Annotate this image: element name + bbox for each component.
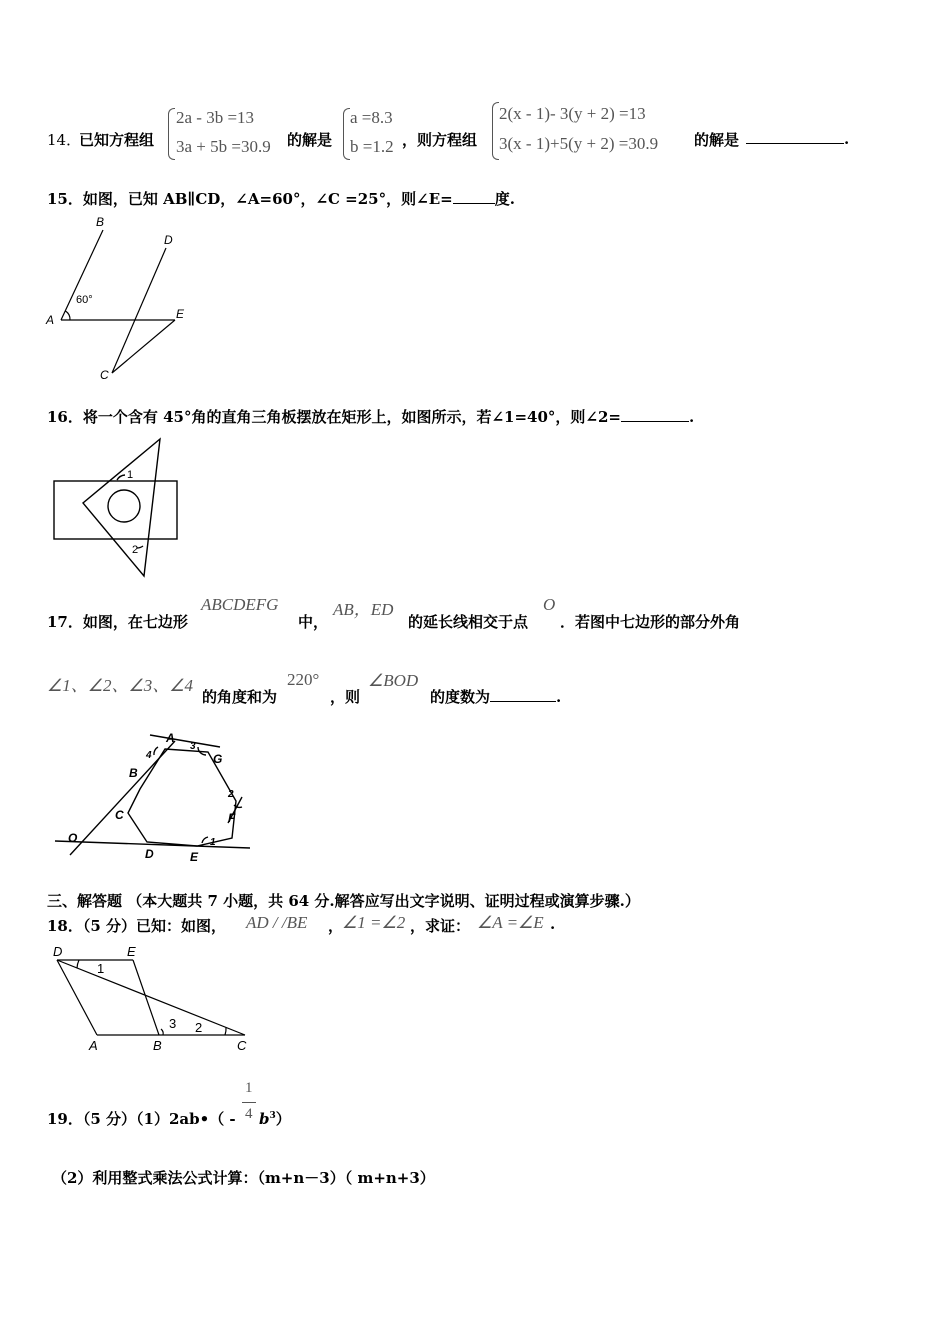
q19-fraction-numerator: 1 — [245, 1080, 253, 1096]
q16-triangle — [83, 439, 160, 576]
q14-number: 14． — [47, 131, 82, 149]
q17-polygon-name: ABCDEFG — [201, 595, 279, 614]
q19-b: b — [259, 1110, 270, 1128]
q14-system1-eq2: 3a + 5b =30.9 — [176, 137, 271, 156]
q19-fraction-bar — [242, 1102, 256, 1103]
q17-label-g: G — [213, 752, 223, 766]
q18-angle1-arc — [77, 960, 79, 968]
q19-exponent: 3 — [269, 1111, 276, 1121]
q14-brace-1 — [168, 108, 175, 160]
q14-mid: 的解是 — [287, 131, 333, 149]
q15-label-e: E — [176, 307, 185, 321]
q15-angle-label: 60° — [76, 294, 93, 306]
q16-label-2: 2 — [132, 544, 139, 556]
q14-brace-3 — [492, 102, 499, 160]
q18-figure — [45, 940, 260, 1060]
q15-answer-blank — [453, 189, 495, 204]
q14-post: 的解是 — [694, 131, 740, 149]
q17-label-3: 3 — [190, 741, 196, 752]
q17-number — [47, 611, 188, 632]
q18-c: ，求证： — [410, 917, 471, 935]
q18-line-dc — [57, 960, 245, 1035]
q18-end: . — [550, 915, 556, 933]
q17-num: 17． — [47, 613, 83, 631]
q18-label-e: E — [127, 944, 136, 959]
q19-c: ） — [275, 1110, 291, 1128]
q17-point-o: O — [543, 595, 556, 614]
q17-degree-sum: 220° — [287, 670, 320, 689]
q17-label-4: 4 — [146, 750, 152, 761]
q19-fraction-denominator: 4 — [245, 1106, 253, 1122]
q14-solution-a: a =8.3 — [350, 108, 393, 127]
q15-question: 15．如图，已知 AB∥CD，∠A=60°，∠C =25°，则∠E= — [47, 190, 453, 208]
q17-label-1: 1 — [210, 837, 216, 848]
q17-angle1-arc — [202, 837, 208, 843]
q18-angle3-arc — [161, 1029, 163, 1035]
q17-angles: ∠1、∠2、∠3、∠4 — [47, 676, 193, 695]
q18-condition2: ∠1 =∠2 — [342, 913, 406, 932]
q18-a: 18．（5 分）已知：如图， — [47, 917, 227, 935]
q14-answer-blank — [746, 129, 849, 148]
q17-b: 中， — [298, 613, 329, 631]
q17-angle-bod: ∠BOD — [368, 671, 419, 690]
q15-text — [47, 188, 515, 209]
q17-f: ，则 — [330, 688, 361, 706]
q16-rectangle — [54, 481, 177, 539]
q16-text — [47, 406, 694, 427]
q17-label-o: O — [68, 831, 78, 845]
q18-label-a: A — [89, 1038, 98, 1053]
q16-answer-blank — [621, 407, 689, 422]
q17-label-c: C — [115, 808, 124, 822]
q17-angle4-arc — [154, 747, 158, 755]
q14-system1-eq1: 2a - 3b =13 — [176, 108, 255, 127]
q18-condition: AD / /BE — [246, 913, 308, 932]
q18-b: ， — [328, 917, 344, 935]
q17-c: 的延长线相交于点 — [408, 613, 529, 631]
q17-figure — [50, 725, 260, 870]
q15-line-ce — [112, 320, 175, 373]
q18-label-d: D — [53, 944, 63, 959]
q17-label-f: F — [228, 811, 236, 825]
q15-label-a: A — [46, 313, 55, 327]
q15-label-c: C — [100, 368, 109, 382]
q17-e: 的角度和为 — [202, 688, 278, 706]
q16-angle1-arc — [117, 475, 125, 480]
q17-label-d: D — [145, 847, 154, 861]
q15-angle-arc — [66, 311, 71, 320]
q17-label-2: 2 — [228, 789, 234, 800]
q15-unit: 度. — [494, 190, 515, 208]
q19-a: 19．（5 分）（1）2ab•（ - — [47, 1110, 236, 1128]
q15-line-cd — [112, 248, 166, 373]
q17-label-e: E — [190, 850, 199, 864]
q14-brace-2 — [343, 108, 350, 160]
q16-question: 16．将一个含有 45°角的直角三角板摆放在矩形上，如图所示，若∠1=40°，则∠2= — [47, 408, 621, 426]
q18-line-eb — [133, 960, 159, 1035]
q14-solution-b: b =1.2 — [350, 137, 394, 156]
q16-end: . — [689, 408, 695, 426]
q15-label-b: B — [96, 215, 105, 229]
q15-label-d: D — [164, 233, 173, 247]
q18-line-da — [57, 960, 97, 1035]
q19-part2: （2）利用整式乘法公式计算：（m+n－3）（ m+n+3） — [52, 1169, 435, 1187]
section3-heading: 三、解答题 （本大题共 7 小题，共 64 分.解答应写出文字说明、证明过程或演算步骤.） — [47, 892, 640, 910]
q18-label-3: 3 — [169, 1016, 177, 1031]
q14-system2-eq2: 3(x - 1)+5(y + 2) =30.9 — [499, 134, 659, 153]
q18-label-1: 1 — [97, 961, 105, 976]
q17-label-b: B — [129, 766, 138, 780]
q14-system2-eq1: 2(x - 1)- 3(y + 2) =13 — [499, 104, 646, 123]
q18-label-b: B — [153, 1038, 162, 1053]
q17-end: . — [556, 688, 562, 706]
q18-angle2-arc — [225, 1027, 226, 1035]
q15-line-ab — [61, 230, 103, 320]
q14-mid2: ，则方程组 — [402, 131, 478, 149]
q17-lines: AB，ED — [333, 600, 394, 619]
q16-figure — [45, 430, 195, 580]
q17-g: 的度数为 — [430, 688, 491, 706]
q17-answer-blank — [430, 686, 561, 707]
q14-prefix: 已知方程组 — [79, 131, 155, 149]
q14-end: . — [844, 130, 850, 148]
q16-circle — [108, 490, 140, 522]
q16-label-1: 1 — [127, 469, 134, 481]
q18-label-c: C — [237, 1038, 247, 1053]
q19-b-term — [259, 1108, 291, 1129]
q17-d: ．若图中七边形的部分外角 — [560, 613, 741, 631]
q18-label-2: 2 — [195, 1020, 203, 1035]
q18-goal: ∠A =∠E — [477, 913, 544, 932]
q15-figure — [40, 210, 200, 385]
q17-line-ag-extended — [150, 735, 220, 747]
q17-a: 如图，在七边形 — [82, 613, 188, 631]
q17-label-a: A — [166, 731, 175, 745]
